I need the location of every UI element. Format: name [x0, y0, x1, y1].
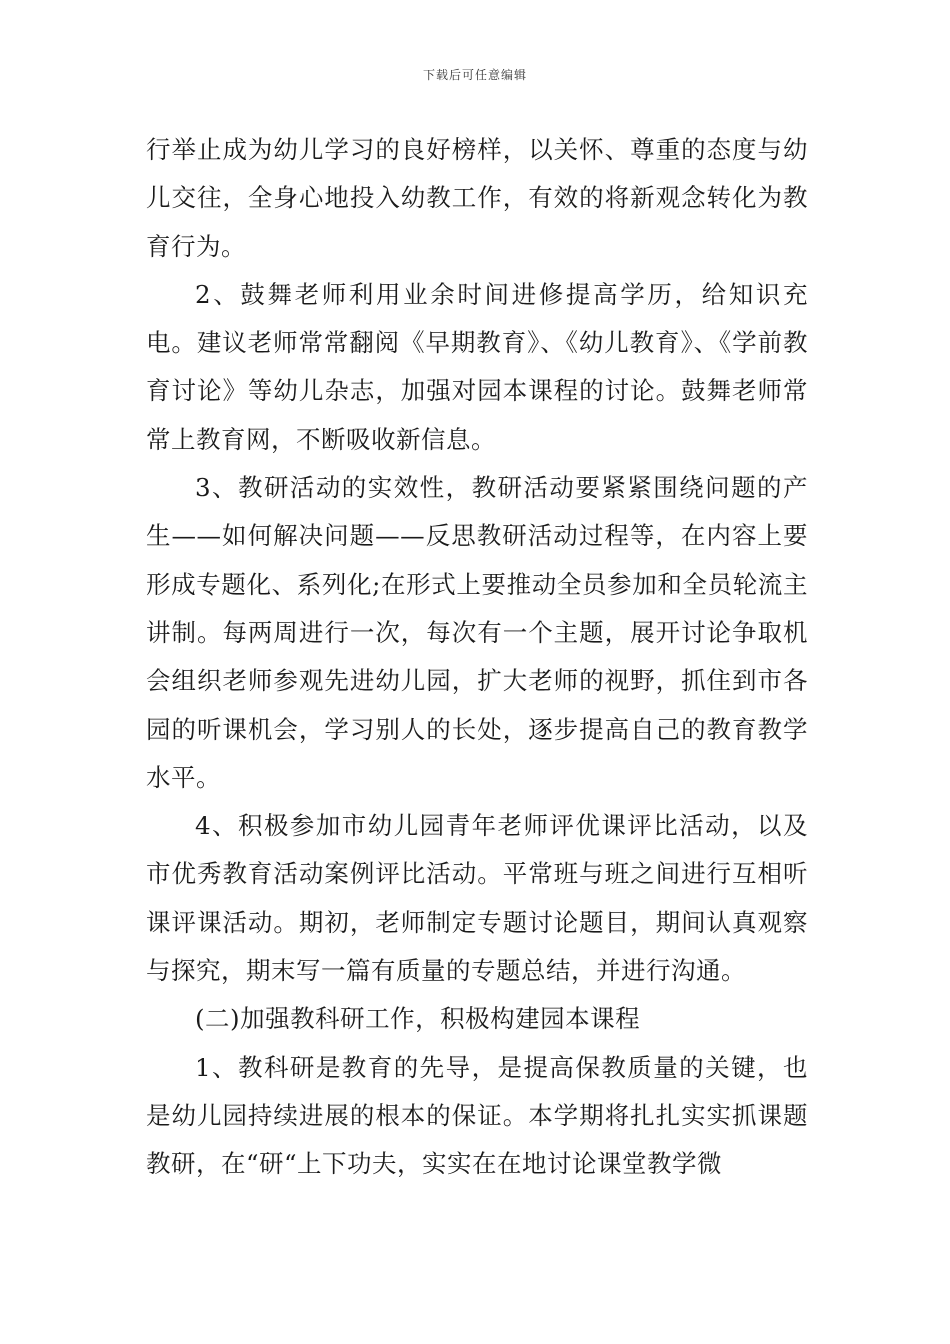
paragraph-4: 4、积极参加市幼儿园青年老师评优课评比活动，以及市优秀教育活动案例评比活动。平常班与班之间进行互相听课评课活动。期初，老师制定专题讨论题目，期间认真观察与探究，期末写一篇有质量的专题总结，并进行沟通。 [146, 811, 808, 986]
paragraph-2: 2、鼓舞老师利用业余时间进修提高学历，给知识充电。建议老师常常翻阅《早期教育》、《幼儿教育》、《学前教育讨论》等幼儿杂志，加强对园本课程的讨论。鼓舞老师常常上教育网，不断吸收新信息。 [146, 279, 808, 454]
paragraph-5: 1、教科研是教育的先导，是提高保教质量的关键，也是幼儿园持续进展的根本的保证。本学期将扎扎实实抓课题教研，在“研“上下功夫，实实在在地讨论课堂教学微 [146, 1052, 808, 1179]
page-header-note: 下载后可任意编辑 [422, 68, 527, 82]
paragraph-1: 行举止成为幼儿学习的良好榜样，以关怀、尊重的态度与幼儿交往，全身心地投入幼教工作，有效的将新观念转化为教育行为。 [146, 135, 808, 261]
section-heading: (二)加强教科研工作，积极构建园本课程 [195, 1004, 641, 1034]
document-body [146, 126, 808, 1189]
paragraph-3: 3、教研活动的实效性，教研活动要紧紧围绕问题的产生——如何解决问题——反思教研活动过程等，在内容上要形成专题化、系列化;在形式上要推动全员参加和全员轮流主讲制。每两周进行一次，每次有一个主题，展开讨论争取机会组织老师参观先进幼儿园，扩大老师的视野，抓住到市各园的听课机会，学习别人的长处，逐步提高自己的教育教学水平。 [146, 473, 808, 792]
